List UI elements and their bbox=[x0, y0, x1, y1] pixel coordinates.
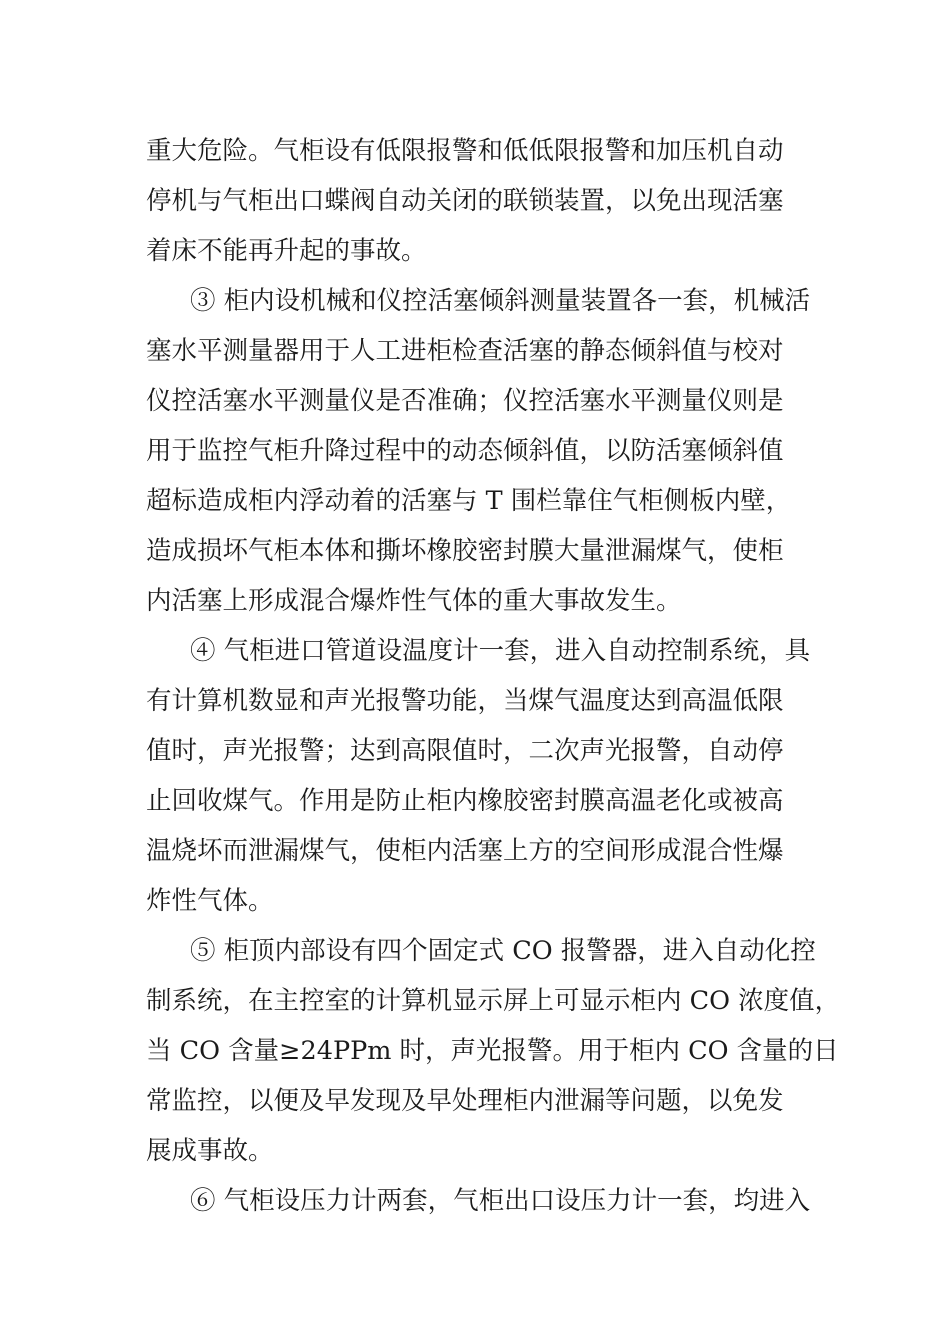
paragraph-start-line: ③ 柜内设机械和仪控活塞倾斜测量装置各一套，机械活 bbox=[190, 286, 811, 316]
text-line: 重大危险。气柜设有低限报警和低低限报警和加压机自动 bbox=[146, 136, 784, 166]
text-line: 停机与气柜出口蝶阀自动关闭的联锁装置，以免出现活塞 bbox=[146, 186, 784, 216]
text-line: 超标造成柜内浮动着的活塞与 T 围栏靠住气柜侧板内壁， bbox=[146, 486, 792, 516]
text-line: 温烧坏而泄漏煤气，使柜内活塞上方的空间形成混合性爆 bbox=[146, 836, 784, 866]
text-line: 值时，声光报警；达到高限值时，二次声光报警，自动停 bbox=[146, 736, 784, 766]
text-line: 造成损坏气柜本体和撕坏橡胶密封膜大量泄漏煤气，使柜 bbox=[146, 536, 784, 566]
paragraph-start-line: ⑤ 柜顶内部设有四个固定式 CO 报警器，进入自动化控 bbox=[190, 936, 816, 966]
text-line: 有计算机数显和声光报警功能，当煤气温度达到高温低限 bbox=[146, 686, 784, 716]
paragraph-start-line: ④ 气柜进口管道设温度计一套，进入自动控制系统，具 bbox=[190, 636, 811, 666]
text-line: 塞水平测量器用于人工进柜检查活塞的静态倾斜值与校对 bbox=[146, 336, 784, 366]
text-line: 当 CO 含量≥24PPm 时，声光报警。用于柜内 CO 含量的日 bbox=[146, 1036, 839, 1066]
text-line: 内活塞上形成混合爆炸性气体的重大事故发生。 bbox=[146, 586, 682, 616]
text-line: 用于监控气柜升降过程中的动态倾斜值，以防活塞倾斜值 bbox=[146, 436, 784, 466]
body-text bbox=[146, 126, 841, 1226]
text-line: 制系统，在主控室的计算机显示屏上可显示柜内 CO 浓度值， bbox=[146, 986, 841, 1016]
text-line: 着床不能再升起的事故。 bbox=[146, 236, 427, 266]
text-line: 仪控活塞水平测量仪是否准确；仪控活塞水平测量仪则是 bbox=[146, 386, 784, 416]
paragraph-start-line: ⑥ 气柜设压力计两套，气柜出口设压力计一套，均进入 bbox=[190, 1186, 811, 1216]
text-line: 止回收煤气。作用是防止柜内橡胶密封膜高温老化或被高 bbox=[146, 786, 784, 816]
text-line: 展成事故。 bbox=[146, 1136, 274, 1166]
text-line: 常监控，以便及早发现及早处理柜内泄漏等问题，以免发 bbox=[146, 1086, 784, 1116]
text-line: 炸性气体。 bbox=[146, 886, 274, 916]
